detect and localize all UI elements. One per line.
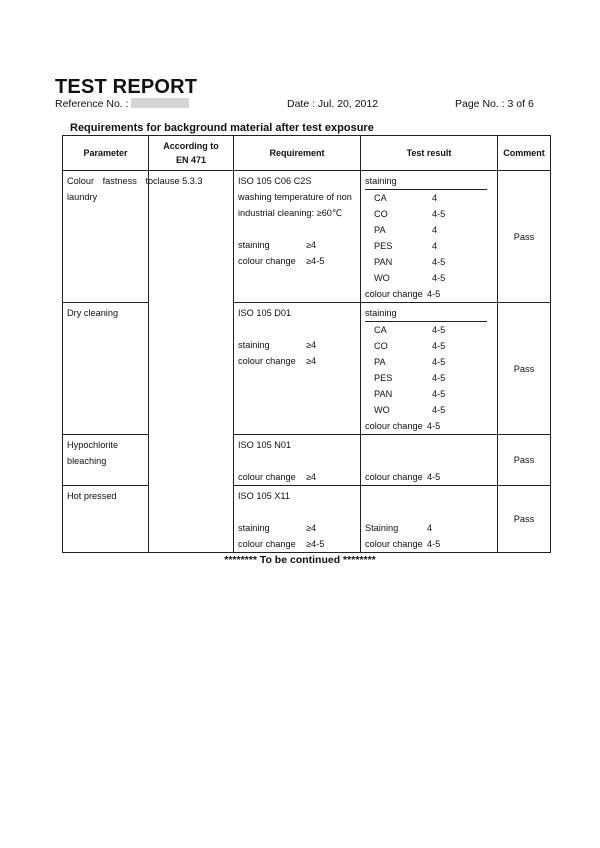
reference-number <box>55 98 189 110</box>
continued-note: ******** To be continued ******** <box>224 554 376 566</box>
comment-cell: Pass <box>498 486 551 553</box>
comment-cell: Pass <box>498 303 551 435</box>
test-result-cell: staining CA 4 CO 4-5 PA 4 PES 4 PAN 4-5 WO 4-5 colour change 4-5 <box>361 171 498 303</box>
comment-cell: Pass <box>498 435 551 486</box>
parameter-cell: Hypochlorite bleaching <box>63 435 149 486</box>
clause-cell <box>149 435 234 486</box>
col-comment: Comment <box>498 136 551 171</box>
col-according-to: According to EN 471 <box>149 136 234 171</box>
clause-cell <box>149 486 234 553</box>
table-row <box>63 486 551 553</box>
test-result-cell: Staining 4 colour change 4-5 <box>361 486 498 553</box>
report-date: Date : Jul. 20, 2012 <box>287 98 379 110</box>
parameter-cell: Colour fastness to laundry <box>63 171 149 303</box>
col-parameter: Parameter <box>63 136 149 171</box>
requirement-cell: ISO 105 X11 staining ≥4 colour change ≥4-5 <box>234 486 361 553</box>
parameter-cell: Dry cleaning <box>63 303 149 435</box>
table-header-row <box>63 136 551 171</box>
table-row <box>63 303 551 435</box>
table-row <box>63 435 551 486</box>
clause-cell <box>149 303 234 435</box>
reference-label: Reference No. : <box>55 98 129 110</box>
redacted-reference-value <box>131 98 189 108</box>
clause-cell: clause 5.3.3 <box>149 171 234 303</box>
table-row <box>63 171 551 303</box>
requirements-table <box>62 135 551 553</box>
test-result-cell: staining CA 4-5 CO 4-5 PA 4-5 PES 4-5 PAN 4-5 WO 4-5 colour change 4-5 <box>361 303 498 435</box>
page-number: Page No. : 3 of 6 <box>455 98 534 110</box>
requirement-cell: ISO 105 C06 C2S washing temperature of non industrial cleaning: ≥60℃ staining ≥4 colour change ≥4-5 <box>234 171 361 303</box>
col-test-result: Test result <box>361 136 498 171</box>
parameter-cell: Hot pressed <box>63 486 149 553</box>
section-title: Requirements for background material after test exposure <box>70 122 374 134</box>
requirement-cell: ISO 105 D01 staining ≥4 colour change ≥4 <box>234 303 361 435</box>
requirement-cell: ISO 105 N01 colour change ≥4 <box>234 435 361 486</box>
col-requirement: Requirement <box>234 136 361 171</box>
test-result-cell: colour change 4-5 <box>361 435 498 486</box>
report-title: TEST REPORT <box>55 76 198 98</box>
comment-cell: Pass <box>498 171 551 303</box>
